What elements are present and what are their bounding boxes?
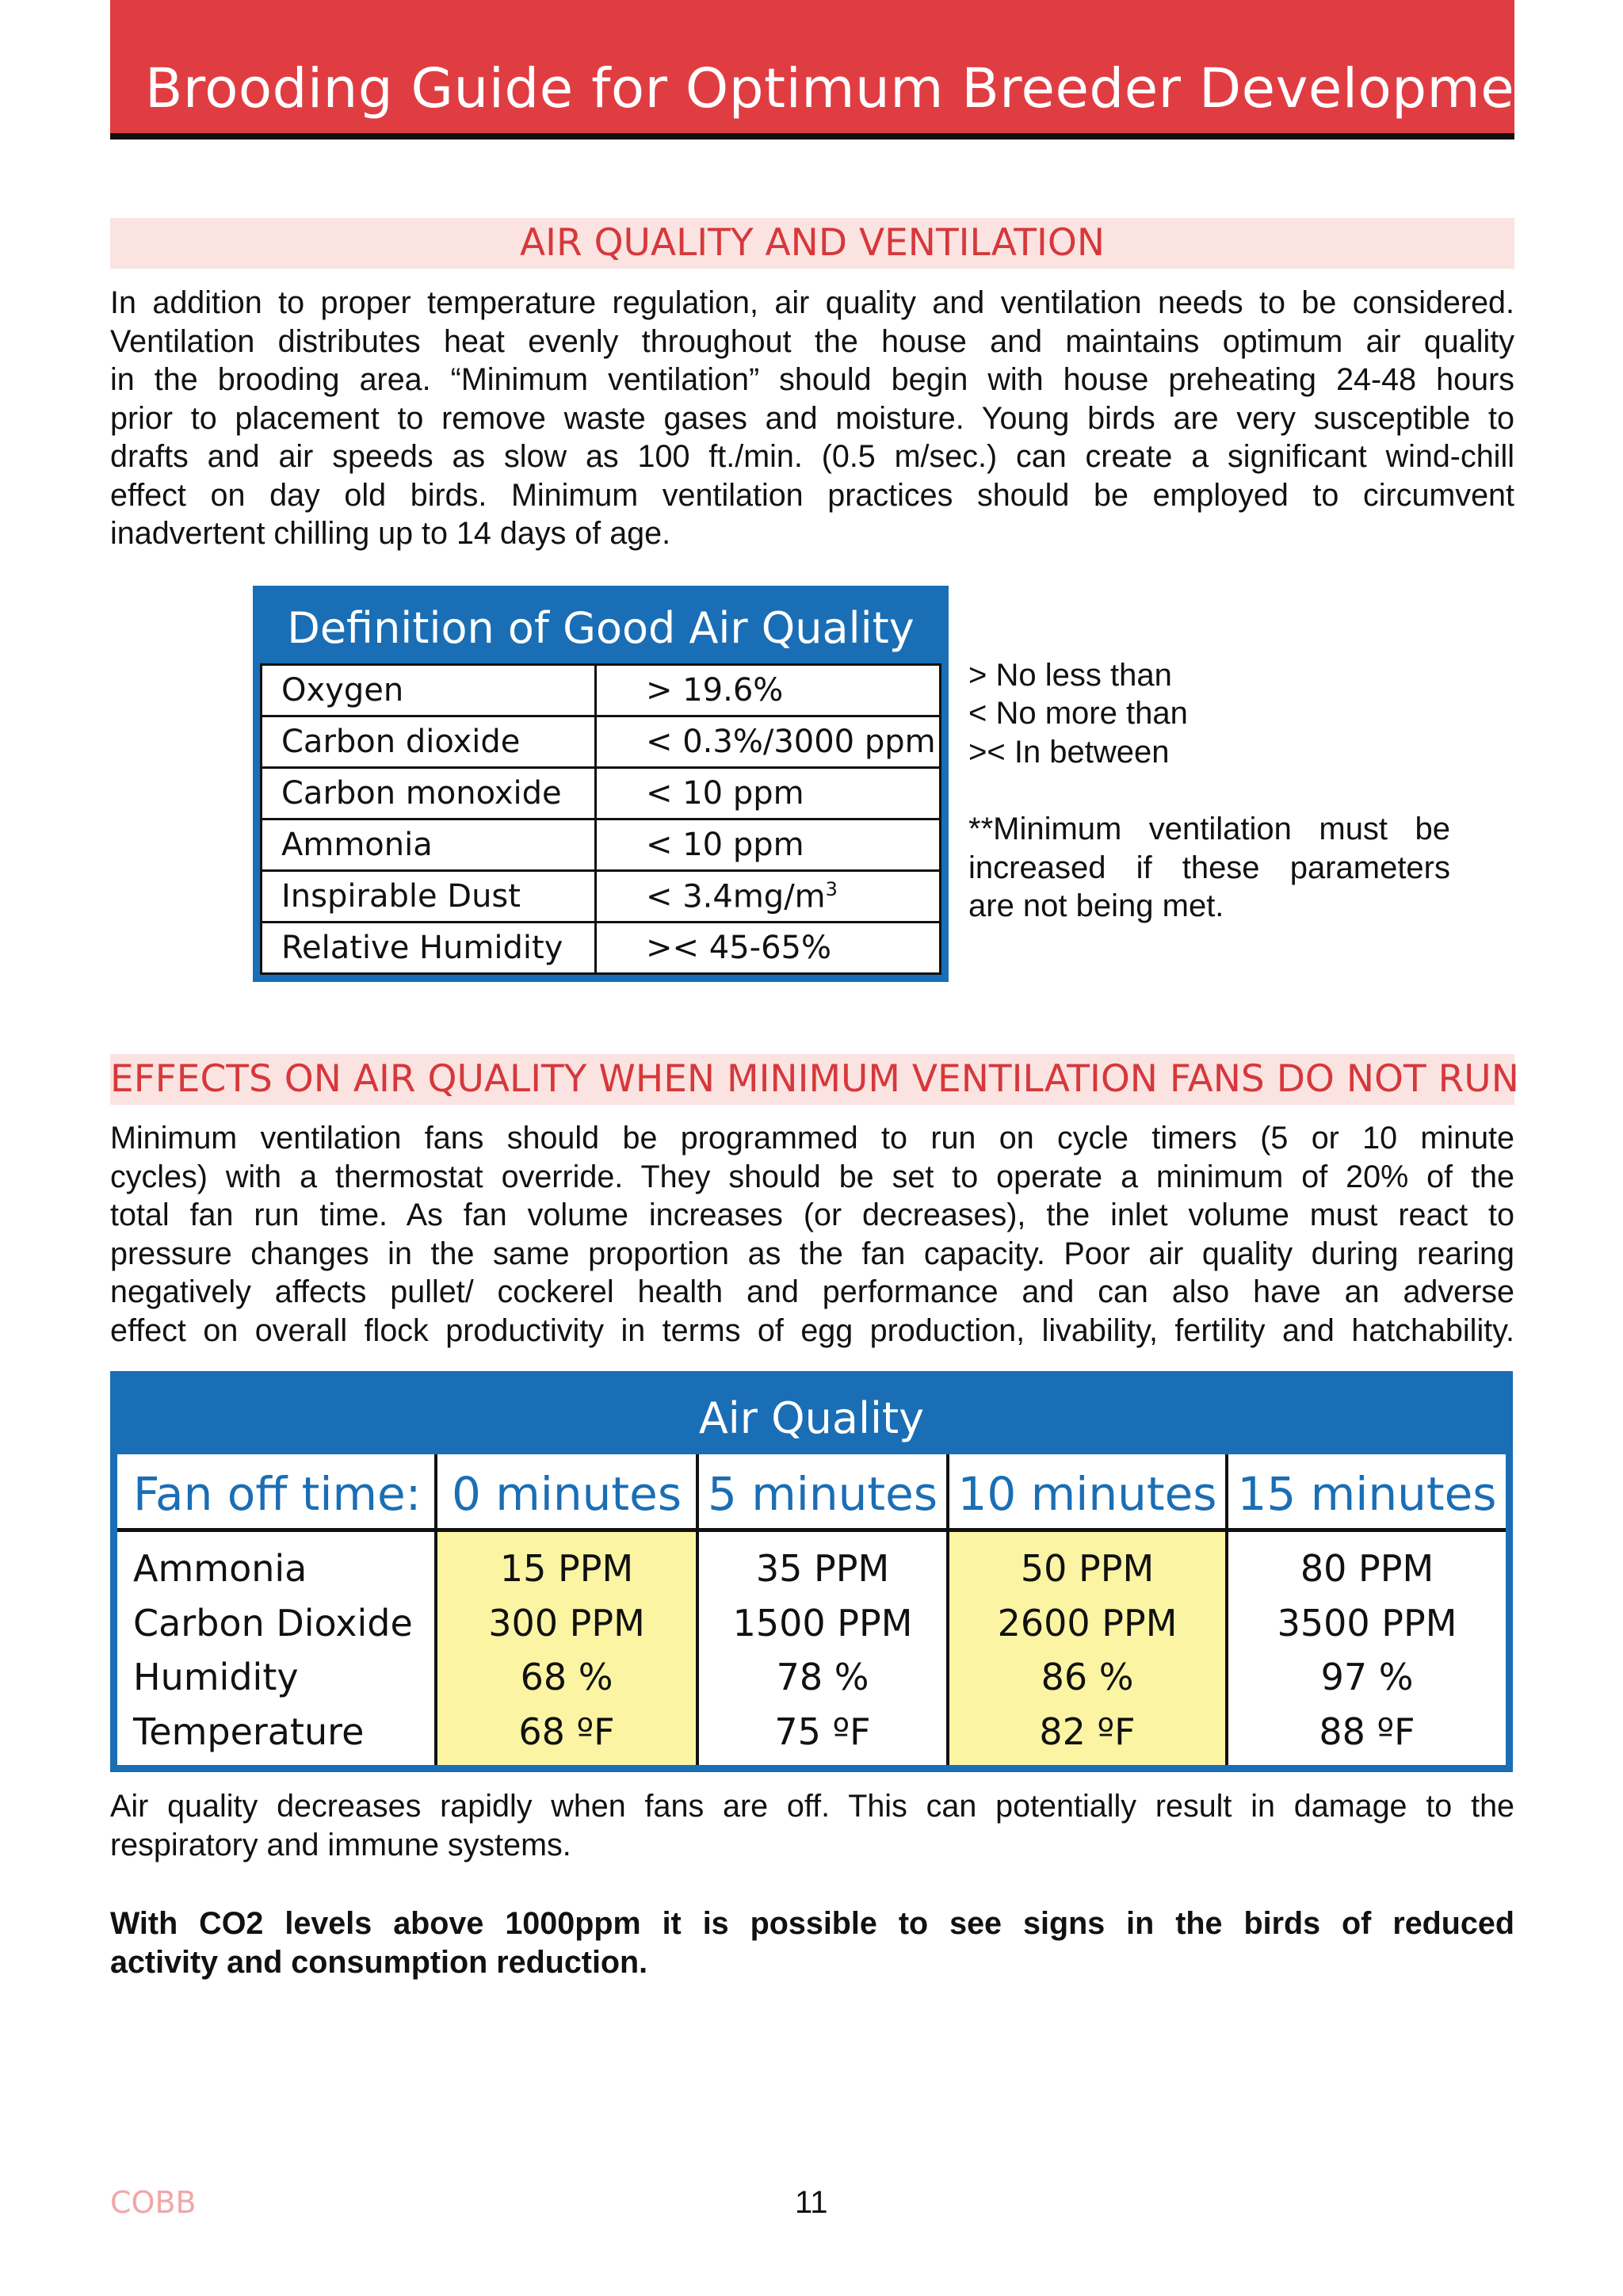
definition-table-box bbox=[253, 586, 949, 982]
table-row bbox=[262, 923, 941, 974]
column-header: 0 minutes bbox=[437, 1454, 696, 1532]
co2-warning bbox=[110, 1904, 1514, 1981]
column-header: 15 minutes bbox=[1228, 1454, 1506, 1532]
paragraph-line: negatively affects pullet/ cockerel health and performance and can also have an adverse bbox=[110, 1274, 1514, 1309]
paragraph-line: Minimum ventilation fans should be programmed to run on cycle timers (5 or 10 minute bbox=[110, 1121, 1514, 1156]
table-row bbox=[262, 665, 941, 716]
paragraph-line: Air quality decreases rapidly when fans are off. This can potentially result in damage to the bbox=[110, 1789, 1514, 1824]
column-divider bbox=[696, 1454, 699, 1765]
air-quality-table-title: Air Quality bbox=[698, 1393, 925, 1443]
data-cell: 82 ºF bbox=[1039, 1710, 1136, 1753]
param-cell: Inspirable Dust bbox=[262, 871, 596, 923]
data-cell: 97 % bbox=[1320, 1656, 1414, 1698]
paragraph-line: cycles) with a thermostat override. They should be set to operate a minimum of 20% of the bbox=[110, 1159, 1514, 1194]
table-row bbox=[262, 871, 941, 923]
table-row bbox=[262, 716, 941, 768]
column-header: 10 minutes bbox=[949, 1454, 1225, 1532]
column-10-minutes bbox=[949, 1454, 1225, 1765]
data-cell: 35 PPM bbox=[755, 1547, 890, 1590]
page-title: Brooding Guide for Optimum Breeder Development bbox=[145, 57, 1571, 120]
definition-table-title: Definition of Good Air Quality bbox=[287, 603, 915, 653]
row-label: Ammonia bbox=[133, 1547, 307, 1590]
value-cell: < 0.3%/3000 ppm bbox=[596, 716, 941, 768]
paragraph-line: effect on day old birds. Minimum ventilation practices should be employed to circumvent bbox=[110, 477, 1514, 513]
section-heading-fans-not-running: EFFECTS ON AIR QUALITY WHEN MINIMUM VENTILATION FANS DO NOT RUN bbox=[110, 1054, 1514, 1105]
data-cell: 80 PPM bbox=[1300, 1547, 1434, 1590]
definition-table bbox=[260, 663, 941, 975]
data-cell: 86 % bbox=[1041, 1656, 1134, 1698]
param-cell: Carbon dioxide bbox=[262, 716, 596, 768]
column-divider bbox=[1225, 1454, 1228, 1765]
superscript: 3 bbox=[825, 877, 838, 900]
column-header: 5 minutes bbox=[699, 1454, 946, 1532]
paragraph-line: activity and consumption reduction. bbox=[110, 1944, 648, 1980]
table-row bbox=[262, 819, 941, 871]
value-cell: < 10 ppm bbox=[596, 768, 941, 819]
column-divider bbox=[434, 1454, 437, 1765]
row-label: Temperature bbox=[133, 1710, 365, 1753]
column-15-minutes bbox=[1228, 1454, 1506, 1765]
table-row bbox=[262, 768, 941, 819]
param-cell: Relative Humidity bbox=[262, 923, 596, 974]
paragraph-line: respiratory and immune systems. bbox=[110, 1827, 571, 1862]
value-text: < 3.4mg/m bbox=[646, 878, 826, 915]
value-cell bbox=[596, 871, 941, 923]
paragraph-line: in the brooding area. “Minimum ventilation” should begin with house preheating 24-48 hours bbox=[110, 362, 1514, 397]
section1-paragraph bbox=[110, 284, 1514, 553]
legend-item: < No more than bbox=[968, 696, 1188, 731]
param-cell: Ammonia bbox=[262, 819, 596, 871]
data-cell: 78 % bbox=[776, 1656, 869, 1698]
fan-off-time-header: Fan off time: bbox=[117, 1454, 434, 1532]
header-banner bbox=[110, 0, 1571, 139]
data-cell: 300 PPM bbox=[488, 1602, 645, 1645]
data-cell: 68 ºF bbox=[518, 1710, 615, 1753]
row-label: Carbon Dioxide bbox=[133, 1602, 413, 1645]
page-number: 11 bbox=[795, 2185, 828, 2220]
legend-item: >< In between bbox=[968, 735, 1170, 770]
ventilation-note bbox=[968, 810, 1450, 926]
row-label-column bbox=[117, 1454, 434, 1765]
footer-brand: COBB bbox=[110, 2185, 197, 2220]
data-cell: 2600 PPM bbox=[997, 1602, 1178, 1645]
note-line: are not being met. bbox=[968, 888, 1224, 923]
paragraph-line: With CO2 levels above 1000ppm it is possible to see signs in the birds of reduced bbox=[110, 1906, 1514, 1941]
data-cell: 75 ºF bbox=[774, 1710, 871, 1753]
row-label: Humidity bbox=[133, 1656, 299, 1698]
value-cell: > 19.6% bbox=[596, 665, 941, 716]
note-line: **Minimum ventilation must be bbox=[968, 812, 1450, 846]
data-cell: 3500 PPM bbox=[1277, 1602, 1457, 1645]
paragraph-line: inadvertent chilling up to 14 days of age. bbox=[110, 516, 671, 551]
data-cell: 15 PPM bbox=[499, 1547, 634, 1590]
note-line: increased if these parameters bbox=[968, 850, 1450, 885]
section-heading-air-quality: AIR QUALITY AND VENTILATION bbox=[110, 218, 1514, 269]
legend-item: > No less than bbox=[968, 658, 1172, 693]
param-cell: Carbon monoxide bbox=[262, 768, 596, 819]
data-cell: 88 ºF bbox=[1319, 1710, 1415, 1753]
paragraph-line: effect on overall flock productivity in terms of egg production, livability, fertility and hatchability. bbox=[110, 1312, 1514, 1348]
paragraph-line: Ventilation distributes heat evenly throughout the house and maintains optimum air quality bbox=[110, 323, 1514, 359]
column-5-minutes bbox=[699, 1454, 946, 1765]
value-cell: >< 45-65% bbox=[596, 923, 941, 974]
air-quality-table-box bbox=[110, 1371, 1513, 1772]
paragraph-line: pressure changes in the same proportion as the fan capacity. Poor air quality during rearing bbox=[110, 1236, 1514, 1271]
section2-paragraph bbox=[110, 1119, 1514, 1350]
column-divider bbox=[946, 1454, 949, 1765]
data-cell: 68 % bbox=[520, 1656, 613, 1698]
air-quality-summary bbox=[110, 1787, 1514, 1864]
data-cell: 50 PPM bbox=[1020, 1547, 1155, 1590]
air-quality-table bbox=[117, 1454, 1506, 1765]
paragraph-line: prior to placement to remove waste gases and moisture. Young birds are very susceptible to bbox=[110, 400, 1514, 436]
paragraph-line: In addition to proper temperature regulation, air quality and ventilation needs to be considered. bbox=[110, 285, 1514, 320]
value-cell: < 10 ppm bbox=[596, 819, 941, 871]
param-cell: Oxygen bbox=[262, 665, 596, 716]
data-cell: 1500 PPM bbox=[732, 1602, 913, 1645]
paragraph-line: total fan run time. As fan volume increases (or decreases), the inlet volume must react to bbox=[110, 1198, 1514, 1232]
column-0-minutes bbox=[437, 1454, 696, 1765]
paragraph-line: drafts and air speeds as slow as 100 ft./min. (0.5 m/sec.) can create a significant wind-chill bbox=[110, 439, 1514, 474]
